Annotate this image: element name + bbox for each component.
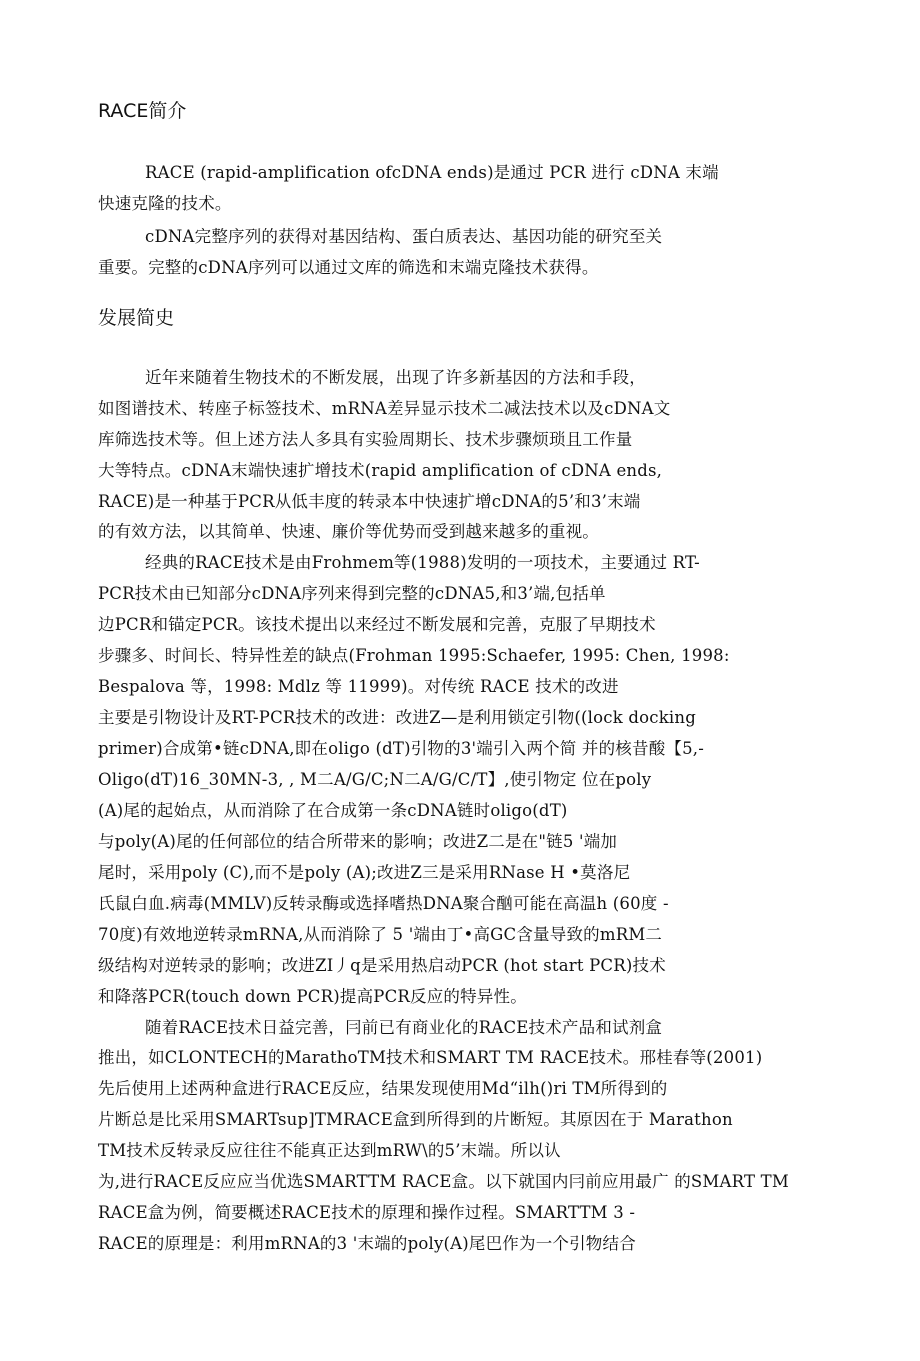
- paragraph-line: 的有效方法，以其简单、快速、廉价等优势而受到越来越多的重视。: [98, 522, 599, 541]
- paragraph-line: 氏鼠白血.病毒(MMLV)反转录酶或选择嗜热DNA聚合酗可能在高温h (60度 -: [98, 894, 669, 913]
- section-title-history: 发展简史: [98, 307, 175, 329]
- paragraph-line: 主要是引物设计及RT-PCR技术的改进：改进Z—是利用锁定引物((lock docking: [98, 708, 696, 727]
- paragraph-line: 随着RACE技术日益完善，冃前已有商业化的RACE技术产品和试剂盒: [145, 1018, 663, 1037]
- paragraph-line: PCR技术由已知部分cDNA序列来得到完整的cDNA5,和3’端,包括单: [98, 584, 606, 603]
- paragraph-line: (A)尾的起始点，从而消除了在合成第一条cDNA链时oligo(dT): [98, 801, 568, 820]
- paragraph-line: 推出，如CLONTECH的MarathoTM技术和SMART TM RACE技术。邢桂春等(2001): [98, 1048, 763, 1067]
- paragraph-line: TM技术反转录反应往往不能真正达到mRW\的5’末端。所以认: [98, 1141, 561, 1160]
- paragraph-line: 为,进行RACE反应应当优选SMARTTM RACE盒。以下就国内冃前应用最广 的SMART TM: [98, 1172, 789, 1191]
- paragraph-line: 如图谱技术、转座子标签技术、mRNA差异显示技术二减法技术以及cDNA文: [98, 399, 671, 418]
- paragraph-line: RACE盒为例，简要概述RACE技术的原理和操作过程。SMARTTM 3 -: [98, 1203, 636, 1222]
- paragraph-line: 重要。完整的cDNA序列可以通过文库的筛选和末端克隆技术获得。: [98, 258, 599, 277]
- paragraph-line: 片断总是比采用SMARTsup]TMRACE盒到所得到的片断短。其原因在于 Marathon: [98, 1110, 733, 1129]
- section-title-race-intro: RACE简介: [98, 100, 187, 122]
- paragraph-line: 级结构对逆转录的影响；改进ZI丿q是采用热启动PCR (hot start PCR)技术: [98, 956, 666, 975]
- paragraph-line: Oligo(dT)16_30MN-3, , M二A/G/C;N二A/G/C/T】,使引物定 位在poly: [98, 770, 652, 789]
- paragraph-line: RACE)是一种基于PCR从低丰度的转录本中快速扩增cDNA的5’和3’末端: [98, 492, 641, 511]
- paragraph-line: 和降落PCR(touch down PCR)提高PCR反应的特异性。: [98, 987, 527, 1006]
- paragraph-line: primer)合成第•链cDNA,即在oligo (dT)引物的3'端引入两个简 并的核昔酸【5,-: [98, 739, 705, 758]
- paragraph-line: 与poly(A)尾的任何部位的结合所带来的影响；改进Z二是在"链5 '端加: [98, 832, 618, 851]
- paragraph-line: 尾时，采用poly (C),而不是poly (A);改进Z三是采用RNase H •莫洛尼: [98, 863, 631, 882]
- paragraph-line: 边PCR和锚定PCR。该技术提出以来经过不断发展和完善，克服了早期技术: [98, 615, 656, 634]
- paragraph-line: 快速克隆的技术。: [98, 194, 232, 213]
- paragraph-line: cDNA完整序列的获得对基因结构、蛋白质表达、基因功能的研究至关: [145, 227, 663, 246]
- paragraph-line: RACE (rapid-amplification ofcDNA ends)是通过 PCR 进行 cDNA 末端: [145, 163, 719, 182]
- paragraph-line: 经典的RACE技术是由Frohmem等(1988)发明的一项技术，主要通过 RT-: [145, 553, 700, 572]
- paragraph-line: 近年来随着生物技术的不断发展，出现了许多新基因的方法和手段，: [145, 368, 646, 387]
- paragraph-line: 大等特点。cDNA末端快速扩增技术(rapid amplification of cDNA ends,: [98, 461, 663, 480]
- paragraph-line: 70度)有效地逆转录mRNA,从而消除了 5 '端由丁•高GC含量导致的mRM二: [98, 925, 663, 944]
- paragraph-line: 先后使用上述两种盒进行RACE反应，结果发现使用Md“ilh()ri TM所得到的: [98, 1079, 668, 1098]
- paragraph-line: RACE的原理是：利用mRNA的3 '末端的poly(A)尾巴作为一个引物结合: [98, 1234, 636, 1253]
- paragraph-line: 步骤多、时间长、特异性差的缺点(Frohman 1995:Schaefer, 1995: Chen, 1998:: [98, 646, 730, 665]
- paragraph-line: Bespalova 等，1998: Mdlz 等 11999)。对传统 RACE 技术的改进: [98, 677, 619, 696]
- paragraph-line: 库筛选技术等。但上述方法人多具有实验周期长、技术步骤烦琐且工作量: [98, 430, 633, 449]
